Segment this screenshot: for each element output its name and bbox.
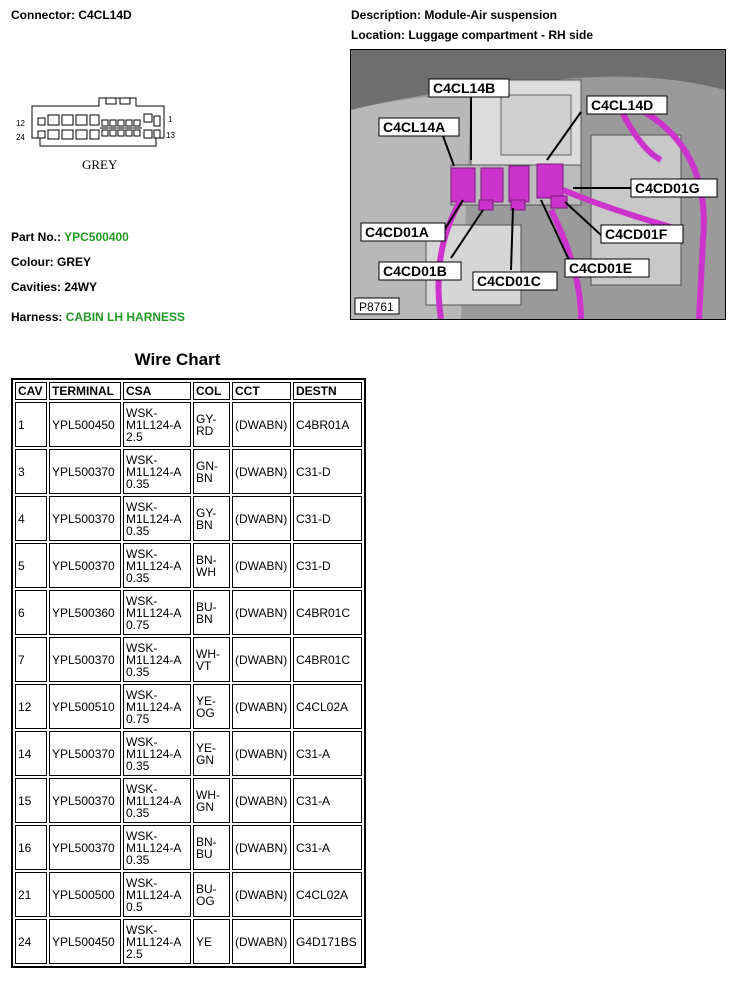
pin-label-12: 12 <box>16 119 25 128</box>
part-number-value: YPC500400 <box>64 230 129 244</box>
cell-cav: 14 <box>15 731 47 776</box>
callout-c4cd01e: C4CD01E <box>569 260 633 276</box>
cell-csa: WSK-M1L124-A 2.5 <box>123 919 191 964</box>
harness <box>11 310 185 324</box>
part-number <box>11 230 129 244</box>
col-col: COL <box>193 382 230 400</box>
photo-ref: P8761 <box>359 300 394 314</box>
callout-c4cl14b: C4CL14B <box>433 80 496 96</box>
cell-terminal: YPL500370 <box>49 731 121 776</box>
cell-terminal: YPL500450 <box>49 402 121 447</box>
cell-csa: WSK-M1L124-A 0.35 <box>123 778 191 823</box>
cell-destn: C31-A <box>293 731 362 776</box>
cell-cct: (DWABN) <box>232 684 291 729</box>
cell-terminal: YPL500370 <box>49 825 121 870</box>
cell-destn: C31-A <box>293 778 362 823</box>
cell-cav: 6 <box>15 590 47 635</box>
cell-cct: (DWABN) <box>232 402 291 447</box>
table-row <box>15 543 362 588</box>
cell-csa: WSK-M1L124-A 0.35 <box>123 543 191 588</box>
callout-c4cl14a: C4CL14A <box>383 119 446 135</box>
cell-terminal: YPL500370 <box>49 543 121 588</box>
callout-c4cd01c: C4CD01C <box>477 273 541 289</box>
cell-col: YE-OG <box>193 684 230 729</box>
cell-col: GN-BN <box>193 449 230 494</box>
col-cav: CAV <box>15 382 47 400</box>
pin-label-1: 1 <box>168 115 173 124</box>
cell-terminal: YPL500450 <box>49 919 121 964</box>
cell-cct: (DWABN) <box>232 872 291 917</box>
cell-destn: C4BR01A <box>293 402 362 447</box>
cell-cct: (DWABN) <box>232 825 291 870</box>
col-terminal: TERMINAL <box>49 382 121 400</box>
table-row <box>15 402 362 447</box>
cell-csa: WSK-M1L124-A 0.75 <box>123 684 191 729</box>
cell-cct: (DWABN) <box>232 778 291 823</box>
cell-cav: 4 <box>15 496 47 541</box>
table-row <box>15 684 362 729</box>
location-photo <box>350 49 726 320</box>
cell-cav: 5 <box>15 543 47 588</box>
location: Location: Luggage compartment - RH side <box>351 28 594 42</box>
cell-destn: C4CL02A <box>293 872 362 917</box>
cell-destn: G4D171BS <box>293 919 362 964</box>
table-row <box>15 496 362 541</box>
cell-terminal: YPL500370 <box>49 496 121 541</box>
cell-csa: WSK-M1L124-A 0.35 <box>123 637 191 682</box>
callout-c4cd01g: C4CD01G <box>635 180 700 196</box>
cell-destn: C31-D <box>293 449 362 494</box>
cell-terminal: YPL500500 <box>49 872 121 917</box>
connector-id: Connector: C4CL14D <box>11 8 132 22</box>
cell-destn: C4BR01C <box>293 637 362 682</box>
cell-csa: WSK-M1L124-A 2.5 <box>123 402 191 447</box>
callout-c4cd01b: C4CD01B <box>383 263 447 279</box>
cell-cav: 16 <box>15 825 47 870</box>
cell-terminal: YPL500360 <box>49 590 121 635</box>
cell-cav: 12 <box>15 684 47 729</box>
table-row <box>15 590 362 635</box>
cell-destn: C4BR01C <box>293 590 362 635</box>
harness-value: CABIN LH HARNESS <box>65 310 186 324</box>
col-csa: CSA <box>123 382 191 400</box>
table-row <box>15 778 362 823</box>
table-row <box>15 872 362 917</box>
cell-col: WH-GN <box>193 778 230 823</box>
table-row <box>15 825 362 870</box>
cell-cav: 1 <box>15 402 47 447</box>
callout-c4cl14d: C4CL14D <box>591 97 654 113</box>
cell-col: GY-RD <box>193 402 230 447</box>
pin-label-24: 24 <box>16 133 25 142</box>
table-row <box>15 919 362 964</box>
connector-colour-label: GREY <box>82 157 118 172</box>
cell-col: BN-BU <box>193 825 230 870</box>
cell-col: BU-OG <box>193 872 230 917</box>
cell-col: BN-WH <box>193 543 230 588</box>
cell-terminal: YPL500370 <box>49 449 121 494</box>
harness-label: Harness: <box>11 310 66 324</box>
cell-cct: (DWABN) <box>232 919 291 964</box>
cell-cct: (DWABN) <box>232 731 291 776</box>
cell-cav: 7 <box>15 637 47 682</box>
cell-csa: WSK-M1L124-A 0.35 <box>123 731 191 776</box>
cell-terminal: YPL500370 <box>49 637 121 682</box>
cell-col: YE <box>193 919 230 964</box>
cell-col: BU-BN <box>193 590 230 635</box>
cell-terminal: YPL500370 <box>49 778 121 823</box>
cell-cct: (DWABN) <box>232 637 291 682</box>
cell-cav: 15 <box>15 778 47 823</box>
table-row <box>15 637 362 682</box>
cell-col: WH-VT <box>193 637 230 682</box>
cell-csa: WSK-M1L124-A 0.35 <box>123 449 191 494</box>
connector-face-drawing <box>14 92 184 172</box>
wire-chart-title: Wire Chart <box>134 350 221 369</box>
cell-cct: (DWABN) <box>232 496 291 541</box>
wire-chart-header-row <box>15 382 362 400</box>
colour: Colour: GREY <box>11 255 91 269</box>
col-cct: CCT <box>232 382 291 400</box>
cell-csa: WSK-M1L124-A 0.75 <box>123 590 191 635</box>
cell-destn: C31-D <box>293 543 362 588</box>
cell-cct: (DWABN) <box>232 449 291 494</box>
cell-cct: (DWABN) <box>232 590 291 635</box>
cell-cav: 3 <box>15 449 47 494</box>
description: Description: Module-Air suspension <box>351 8 558 22</box>
part-number-label: Part No.: <box>11 230 65 244</box>
cell-col: GY-BN <box>193 496 230 541</box>
cell-cav: 21 <box>15 872 47 917</box>
cell-csa: WSK-M1L124-A 0.35 <box>123 496 191 541</box>
cell-csa: WSK-M1L124-A 0.5 <box>123 872 191 917</box>
table-row <box>15 731 362 776</box>
callout-c4cd01a: C4CD01A <box>365 224 429 240</box>
cell-cav: 24 <box>15 919 47 964</box>
callout-c4cd01f: C4CD01F <box>605 226 668 242</box>
cell-destn: C31-D <box>293 496 362 541</box>
col-destn: DESTN <box>293 382 362 400</box>
table-row <box>15 449 362 494</box>
cell-destn: C31-A <box>293 825 362 870</box>
cell-terminal: YPL500510 <box>49 684 121 729</box>
pin-label-13: 13 <box>166 131 175 140</box>
cell-cct: (DWABN) <box>232 543 291 588</box>
cell-csa: WSK-M1L124-A 0.35 <box>123 825 191 870</box>
cell-col: YE-GN <box>193 731 230 776</box>
wire-chart-table <box>11 378 366 968</box>
cell-destn: C4CL02A <box>293 684 362 729</box>
cavities: Cavities: 24WY <box>11 280 98 294</box>
